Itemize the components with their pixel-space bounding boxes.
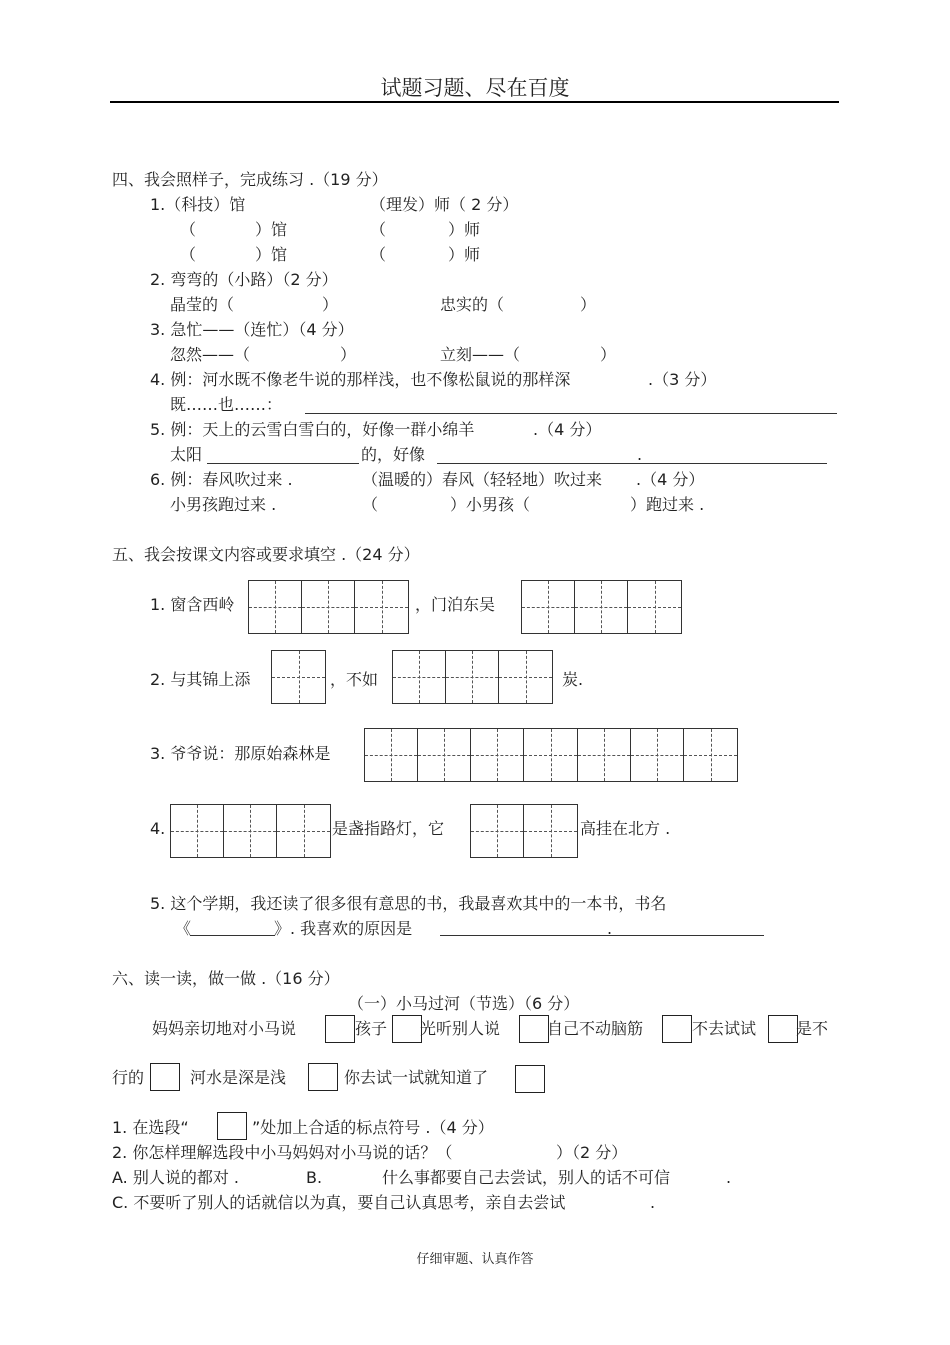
- q4-6-blank-rest: ）小男孩（: [450, 495, 531, 514]
- q5-2-grid-b[interactable]: [392, 650, 553, 704]
- punctuation-box[interactable]: [150, 1063, 180, 1091]
- q4-3-example: 3. 急忙——（连忙）（4 分）: [150, 320, 354, 339]
- q6-2-option-c[interactable]: C. 不要听了别人的话就信以为真，要自己认真思考，亲自去尝试: [112, 1193, 566, 1212]
- passage-text-6: 是不: [796, 1019, 829, 1038]
- passage-text-7: 行的: [112, 1068, 145, 1087]
- q5-4-prompt-c: 高挂在北方 .: [580, 819, 671, 838]
- q5-5-book-open: 《: [175, 919, 192, 938]
- q4-1-r1-open-b: （: [370, 220, 387, 239]
- q6-1-prompt-b: ”处加上合适的标点符号 .（4 分）: [252, 1118, 494, 1137]
- q4-2-example: 2. 弯弯的（小路）（2 分）: [150, 270, 338, 289]
- punctuation-box-example: [217, 1112, 247, 1140]
- section-4-title: 四、我会照样子，完成练习 .（19 分）: [112, 170, 388, 189]
- passage-text-2: 孩子: [355, 1019, 388, 1038]
- passage-text-5: 不去试试: [692, 1019, 757, 1038]
- q4-2-blank-a-close: ）: [322, 295, 339, 314]
- punctuation-box[interactable]: [515, 1065, 545, 1093]
- q4-5-answer-line-b[interactable]: [437, 463, 827, 464]
- q4-2-blank-b-open: 忠实的（: [440, 295, 505, 314]
- q5-5-book-line[interactable]: [190, 935, 275, 936]
- q6-2-prompt: 2. 你怎样理解选段中小马妈妈对小马说的话？（: [112, 1143, 453, 1162]
- q5-4-grid-b[interactable]: [470, 804, 578, 858]
- q4-5-example: 5. 例：天上的云雪白雪白的，好像一群小绵羊: [150, 420, 475, 439]
- passage-text-1: 妈妈亲切地对小马说: [152, 1019, 297, 1038]
- passage-subtitle: （一）小马过河（节选）（6 分）: [348, 994, 580, 1013]
- q5-4-prompt-b: 是盏指路灯，它: [332, 819, 445, 838]
- q4-2-blank-a-open: 晶莹的（: [170, 295, 235, 314]
- q6-2-option-a[interactable]: A. 别人说的都对 .: [112, 1168, 240, 1187]
- q4-5-prompt-a: 太阳: [170, 445, 203, 464]
- q4-6-example-a: 6. 例：春风吹过来 .: [150, 470, 293, 489]
- q4-5-answer-line-a[interactable]: [207, 463, 359, 464]
- q6-2-option-b-label[interactable]: B.: [306, 1168, 323, 1187]
- q5-2-prompt-b: ，不如: [330, 670, 379, 689]
- q4-5-points: .（4 分）: [533, 420, 602, 439]
- q4-4-example: 4. 例：河水既不像老牛说的那样浅，也不像松鼠说的那样深: [150, 370, 571, 389]
- q4-1-r2-open-b: （: [370, 245, 387, 264]
- q4-3-blank-a-open: 忽然——（: [170, 345, 251, 364]
- passage-text-8: 河水是深是浅: [190, 1068, 287, 1087]
- q4-5-period: .: [637, 445, 643, 464]
- q4-1-r1-close-a: ）馆: [255, 220, 288, 239]
- q4-4-answer-line[interactable]: [305, 413, 837, 414]
- q6-2-option-c-period: .: [650, 1193, 656, 1212]
- header-rule: [110, 101, 839, 103]
- q5-2-prompt-a: 2. 与其锦上添: [150, 670, 251, 689]
- q4-1-r1-open-a: （: [180, 220, 197, 239]
- q5-1-prompt-a: 1. 窗含西岭: [150, 595, 235, 614]
- q5-5-reason-line[interactable]: [440, 935, 764, 936]
- q5-3-prompt: 3. 爷爷说：那原始森林是: [150, 744, 331, 763]
- q4-1-r2-close-a: ）馆: [255, 245, 288, 264]
- punctuation-box[interactable]: [662, 1015, 692, 1043]
- q5-5-reason-prompt: 》. 我喜欢的原因是: [274, 919, 413, 938]
- q4-3-blank-b-close: ）: [600, 345, 617, 364]
- q4-1-r2-close-b: ）师: [448, 245, 481, 264]
- q4-4-points: .（3 分）: [648, 370, 717, 389]
- punctuation-box[interactable]: [519, 1015, 549, 1043]
- q6-2-option-b-text: 什么事都要自己去尝试，别人的话不可信: [382, 1168, 671, 1187]
- q5-2-grid-a[interactable]: [271, 650, 326, 704]
- q5-5-period: .: [607, 919, 613, 938]
- passage-text-3: 光听别人说: [420, 1019, 501, 1038]
- q4-6-blank-end: ）跑过来 .: [630, 495, 705, 514]
- page-header: 试题习题、尽在百度: [380, 76, 570, 100]
- q4-2-blank-b-close: ）: [580, 295, 597, 314]
- punctuation-box[interactable]: [768, 1015, 798, 1043]
- section-6-title: 六、读一读，做一做 .（16 分）: [112, 969, 340, 988]
- q6-2-option-b-period: .: [726, 1168, 732, 1187]
- q4-6-example-b: （温暖的）春风（轻轻地）吹过来: [362, 470, 603, 489]
- q4-4-prompt: 既……也……：: [170, 395, 283, 414]
- q5-1-grid-b[interactable]: [521, 580, 682, 634]
- q4-1-r1-close-b: ）师: [448, 220, 481, 239]
- page-footer: 仔细审题、认真作答: [416, 1252, 534, 1267]
- q4-6-blank-open: （: [362, 495, 379, 514]
- q5-2-prompt-c: 炭.: [562, 670, 584, 689]
- section-5-title: 五、我会按课文内容或要求填空 .（24 分）: [112, 545, 420, 564]
- punctuation-box[interactable]: [392, 1015, 422, 1043]
- q5-1-prompt-b: ，门泊东吴: [415, 595, 496, 614]
- passage-text-9: 你去试一试就知道了: [344, 1068, 489, 1087]
- punctuation-box[interactable]: [325, 1015, 355, 1043]
- q6-2-points: ）（2 分）: [556, 1143, 628, 1162]
- q4-3-blank-b-open: 立刻——（: [440, 345, 521, 364]
- q4-3-blank-a-close: ）: [340, 345, 357, 364]
- q4-1-r2-open-a: （: [180, 245, 197, 264]
- q4-5-prompt-b: 的，好像: [361, 445, 426, 464]
- q5-5-prompt: 5. 这个学期，我还读了很多很有意思的书，我最喜欢其中的一本书，书名: [150, 894, 667, 913]
- q5-3-grid-b[interactable]: [577, 728, 738, 782]
- q5-4-grid-a[interactable]: [170, 804, 331, 858]
- q4-6-points: .（4 分）: [636, 470, 705, 489]
- q4-1-example-b: （理发）师（ 2 分）: [370, 195, 519, 214]
- passage-text-4: 自己不动脑筋: [547, 1019, 644, 1038]
- q4-1-example-a: 1.（科技）馆: [150, 195, 246, 214]
- q5-3-grid-a[interactable]: [364, 728, 578, 782]
- punctuation-box[interactable]: [308, 1063, 338, 1091]
- q5-1-grid-a[interactable]: [248, 580, 409, 634]
- q4-6-prompt: 小男孩跑过来 .: [170, 495, 277, 514]
- q6-1-prompt-a: 1. 在选段“: [112, 1118, 189, 1137]
- q5-4-prompt-a: 4.: [150, 819, 166, 838]
